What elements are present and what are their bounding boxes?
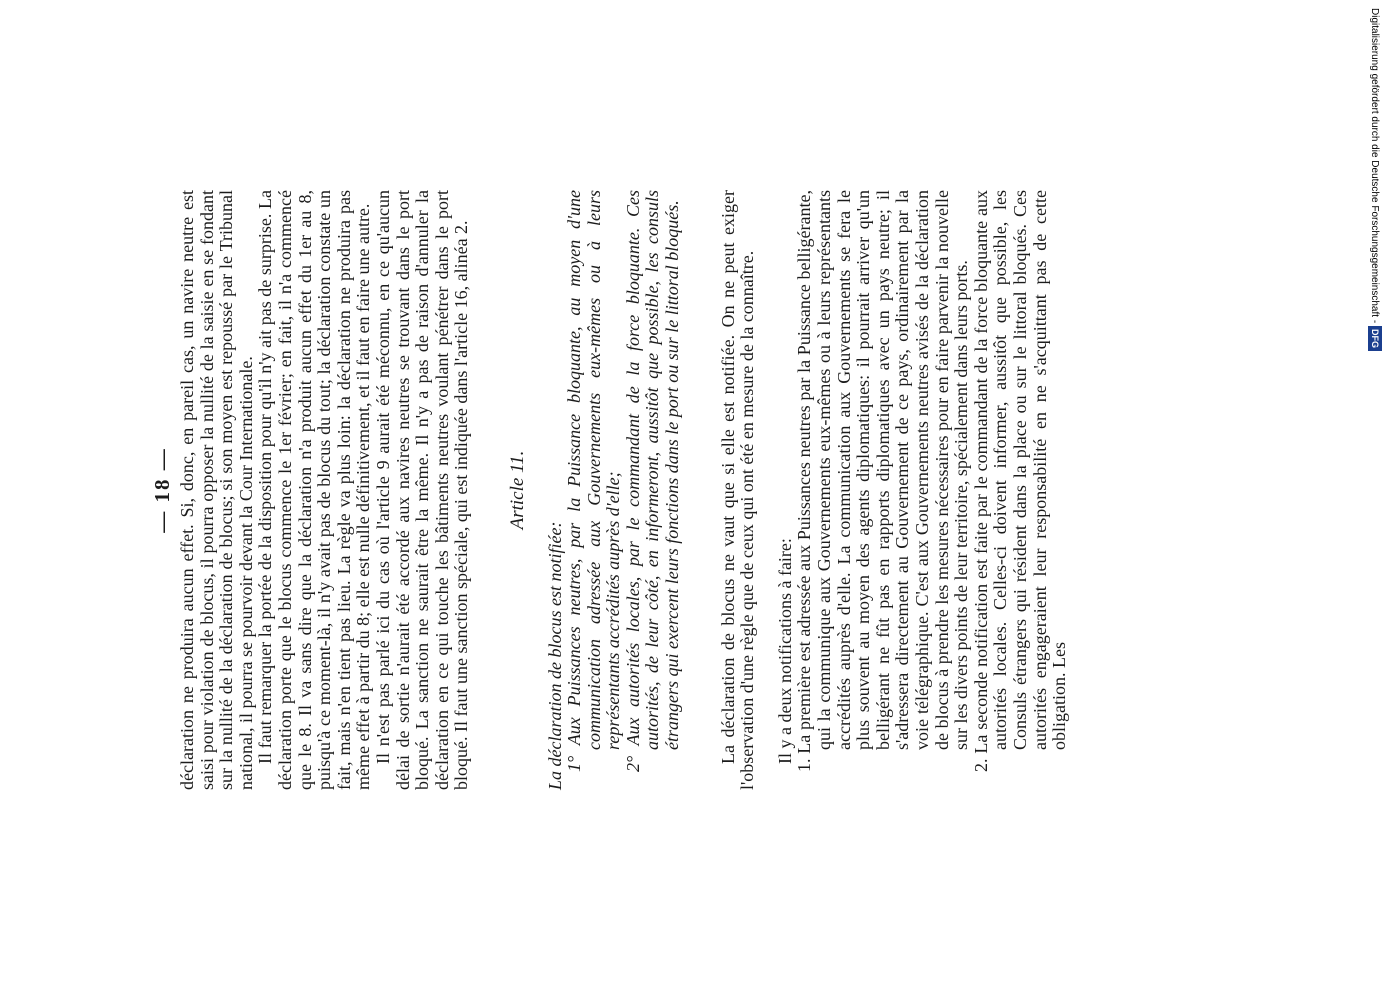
dfg-footer-text: Digitalisierung gefördert durch die Deutsche Forschungsgemeinschaft -	[1369, 8, 1380, 324]
commentary-item-2	[972, 190, 1070, 790]
article-item-1-text: Aux Puissances neutres, par la Puissance bloquante, au moyen d'une communication adressée aux Gouvernements eux-mêmes ou à leurs représentants accrédités auprès d'elle;	[564, 190, 624, 750]
article-item-2-text: Aux autorités locales, par le commandant de la force bloquante. Ces autorités, de leur côté, en informeront, aussitôt que possible, les consuls étrangers qui exercent leurs fonctions dans le port ou sur le littoral bloqués.	[622, 190, 683, 750]
spacer	[758, 190, 776, 790]
spacer	[528, 190, 546, 790]
dfg-logo: DFG	[1368, 326, 1382, 351]
spacer	[683, 190, 719, 790]
commentary-item-2-text: La seconde notification est faite par le commandant de la force bloquante aux autorités locales. Celles-ci doivent informer, aussitôt que possible, les Consuls étrangers qui résident dans la place ou sur le littoral bloqués. Ces autorités engageraient leur responsabilité en ne s'acquittant pas de cette obligation. Les	[970, 189, 1070, 754]
article-intro: La déclaration de blocus est notifiée:	[544, 521, 565, 790]
commentary-intro: La déclaration de blocus ne vaut que si elle est notifiée. On ne peut exiger l'observation d'une règle que de ceux qui ont été en mesure de la connaître.	[717, 190, 758, 790]
paragraph-surprise: Il faut remarquer la portée de la disposition pour qu'il n'y ait pas de surprise. La déclaration porte que le blocus commence le 1er février; en fait, il n'a commencé que le 8. Il va sans dire que la déclaration n'a produit aucun effet du 1er au 8, puisqu'à ce moment-là, il n'y avait pas de blocus du tout; la déclaration constate un fait, mais n'en tient pas lieu. La règle va plus loin: la déclaration ne produira pas même effet à partir du 8; elle est nulle définitivement, et il faut en faire une autre.	[255, 190, 374, 790]
article-item-1	[565, 190, 624, 790]
article-item-2-num: 2°	[622, 755, 643, 772]
commentary-item-1-text: La première est adressée aux Puissances neutres par la Puissance belligérante, qui la communique aux Gouvernements eux-mêmes ou à leurs représentants accrédités auprès d'elle. La communication aux Gouvernements se fera le plus souvent au moyen des agents diplomatiques: il pourrait arriver qu'un belligérant ne fût pas en rapports diplomatiques avec un pays neutre; il s'adressera directement au Gouvernement de ce pays, ordinairement par la voie télégraphique. C'est aux Gouvernements neutres avisés de la déclaration de blocus à prendre les mesures nécessaires pour en faire parvenir la nouvelle sur les divers points de leur territoire, spécialement dans leurs ports.	[794, 190, 972, 754]
article-item-1-num: 1°	[564, 755, 585, 772]
spacer	[472, 190, 508, 790]
commentary-lead: Il y a deux notifications à faire:	[774, 538, 795, 764]
digitization-footer	[1368, 8, 1382, 408]
document-page	[150, 190, 1270, 790]
paragraph-continuation: déclaration ne produira aucun effet. Si, donc, en pareil cas, un navire neutre est saisi pour violation de blocus, il pourra opposer la nullité de la saisie en se fondant sur la nullité de la déclaration de blocus; si son moyen est repoussé par le Tribunal national, il pourra se pourvoir devant la Cour Internationale.	[177, 190, 256, 790]
text-column	[178, 190, 1070, 790]
paragraph-article-9: Il n'est pas parlé ici du cas où l'article 9 aurait été méconnu, en ce qu'aucun délai de sortie n'aurait été accordé aux navires neutres se trouvant dans le port bloqué. La sanction ne saurait être la même. Il n'y a pas de raison d'annuler la déclaration en ce qui touche les bâtiments neutres voulant pénétrer dans le port bloqué. Il faut une sanction spéciale, qui est indiquée dans l'article 16, alinéa 2.	[372, 190, 472, 790]
commentary-item-1	[795, 190, 971, 790]
article-item-2	[624, 190, 683, 790]
article-title: Article 11.	[506, 450, 528, 530]
commentary-item-1-num: 1.	[794, 758, 815, 772]
page-number: — 18 —	[150, 447, 174, 533]
commentary-item-2-num: 2.	[970, 758, 991, 772]
digitization-footer-inner	[1368, 8, 1382, 408]
